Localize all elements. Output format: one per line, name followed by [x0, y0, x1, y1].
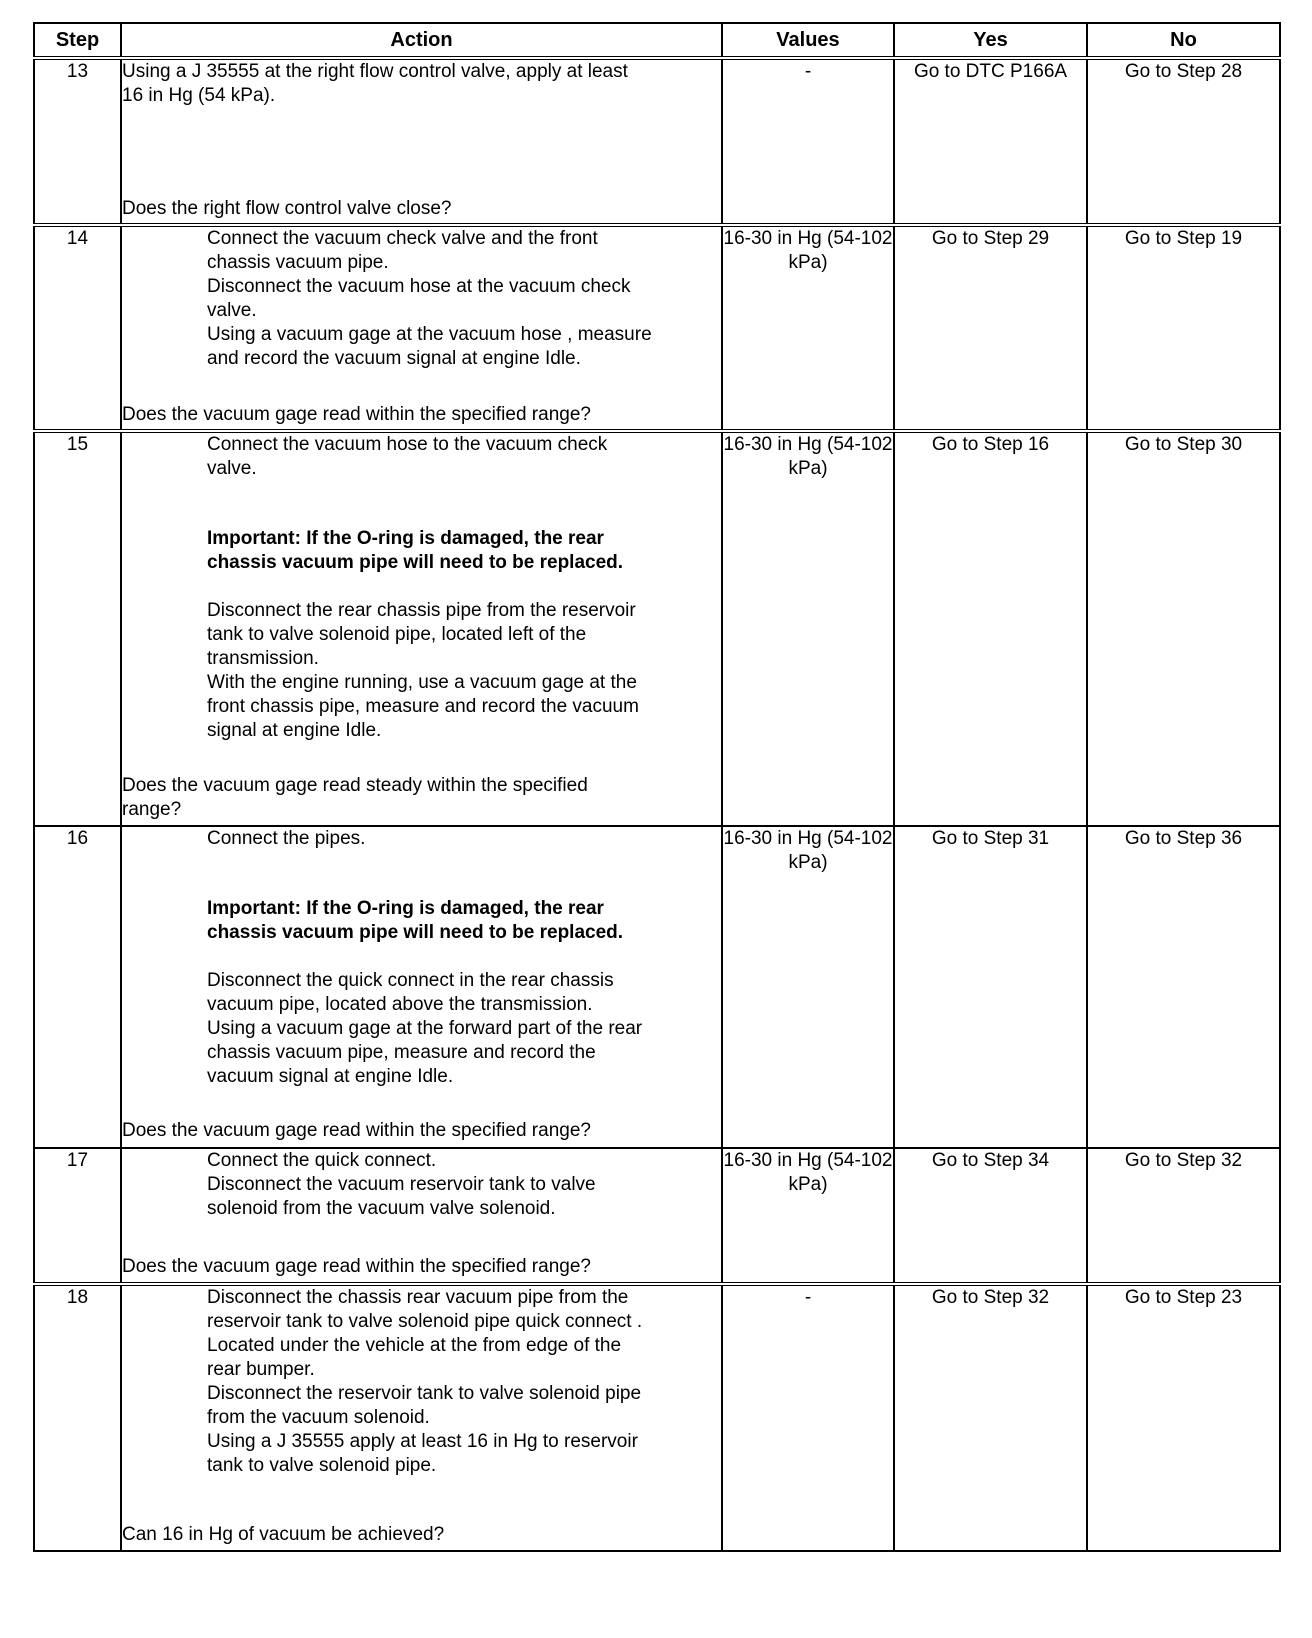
no-cell: Go to Step 19 — [1087, 225, 1280, 431]
action-line: Connect the pipes. — [207, 828, 366, 849]
action-line: signal at engine Idle. — [207, 720, 382, 741]
action-question: Does the vacuum gage read steady within the specified — [122, 775, 588, 796]
action-cell — [121, 58, 722, 225]
action-line: Disconnect the chassis rear vacuum pipe from the — [207, 1287, 629, 1308]
values-cell: - — [722, 58, 894, 225]
values-cell: 16-30 in Hg (54-102 kPa) — [722, 225, 894, 431]
action-line: Using a J 35555 at the right flow control valve, apply at least — [122, 61, 628, 82]
no-cell: Go to Step 36 — [1087, 826, 1280, 1148]
action-question: range? — [122, 799, 182, 820]
step-number: 17 — [34, 1148, 121, 1284]
action-line: valve. — [207, 458, 257, 479]
table-row — [34, 1284, 1280, 1551]
header-action: Action — [121, 23, 722, 58]
action-question: Does the vacuum gage read within the specified range? — [122, 1120, 591, 1141]
action-line: Using a J 35555 apply at least 16 in Hg to reservoir — [207, 1431, 638, 1452]
action-question: Can 16 in Hg of vacuum be achieved? — [122, 1524, 445, 1545]
action-line: front chassis pipe, measure and record the vacuum — [207, 696, 639, 717]
yes-cell: Go to Step 32 — [894, 1284, 1087, 1551]
header-no: No — [1087, 23, 1280, 58]
action-line: chassis vacuum pipe, measure and record the — [207, 1042, 596, 1063]
action-cell — [121, 431, 722, 826]
important-note: chassis vacuum pipe will need to be replaced. — [207, 922, 624, 943]
action-line: vacuum signal at engine Idle. — [207, 1066, 454, 1087]
action-line: Disconnect the reservoir tank to valve solenoid pipe — [207, 1383, 642, 1404]
action-line: chassis vacuum pipe. — [207, 252, 389, 273]
action-line: 16 in Hg (54 kPa). — [122, 85, 276, 106]
table-row — [34, 58, 1280, 225]
action-line: Using a vacuum gage at the forward part of the rear — [207, 1018, 643, 1039]
action-line: transmission. — [207, 648, 319, 669]
table-row — [34, 1148, 1280, 1284]
yes-cell: Go to Step 16 — [894, 431, 1087, 826]
action-line: Disconnect the vacuum hose at the vacuum check — [207, 276, 631, 297]
action-line: Located under the vehicle at the from edge of the — [207, 1335, 622, 1356]
table-row — [34, 431, 1280, 826]
header-step: Step — [34, 23, 121, 58]
diagnostic-table — [33, 22, 1281, 1552]
step-number: 16 — [34, 826, 121, 1148]
step-number: 14 — [34, 225, 121, 431]
no-cell: Go to Step 23 — [1087, 1284, 1280, 1551]
no-cell: Go to Step 32 — [1087, 1148, 1280, 1284]
action-line: from the vacuum solenoid. — [207, 1407, 430, 1428]
action-cell — [121, 1284, 722, 1551]
yes-cell: Go to Step 31 — [894, 826, 1087, 1148]
yes-cell: Go to Step 34 — [894, 1148, 1087, 1284]
action-line: valve. — [207, 300, 257, 321]
table-row — [34, 826, 1280, 1148]
action-line: Connect the quick connect. — [207, 1150, 437, 1171]
action-line: Disconnect the rear chassis pipe from the reservoir — [207, 600, 636, 621]
no-cell: Go to Step 28 — [1087, 58, 1280, 225]
important-note: Important: If the O-ring is damaged, the rear — [207, 898, 604, 919]
table-row — [34, 225, 1280, 431]
step-number: 18 — [34, 1284, 121, 1551]
action-line: vacuum pipe, located above the transmission. — [207, 994, 593, 1015]
action-question: Does the vacuum gage read within the specified range? — [122, 404, 591, 425]
header-values: Values — [722, 23, 894, 58]
action-line: Connect the vacuum check valve and the front — [207, 228, 598, 249]
action-line: and record the vacuum signal at engine Idle. — [207, 348, 581, 369]
action-line: Using a vacuum gage at the vacuum hose , measure — [207, 324, 652, 345]
yes-cell: Go to DTC P166A — [894, 58, 1087, 225]
header-row — [34, 23, 1280, 58]
action-line: tank to valve solenoid pipe, located left of the — [207, 624, 587, 645]
action-question: Does the vacuum gage read within the specified range? — [122, 1256, 591, 1277]
values-cell: 16-30 in Hg (54-102 kPa) — [722, 826, 894, 1148]
action-cell — [121, 225, 722, 431]
action-line: solenoid from the vacuum valve solenoid. — [207, 1198, 556, 1219]
action-question: Does the right flow control valve close? — [122, 198, 452, 219]
action-line: Disconnect the vacuum reservoir tank to valve — [207, 1174, 596, 1195]
values-cell: 16-30 in Hg (54-102 kPa) — [722, 431, 894, 826]
no-cell: Go to Step 30 — [1087, 431, 1280, 826]
action-line: reservoir tank to valve solenoid pipe quick connect . — [207, 1311, 643, 1332]
values-cell: - — [722, 1284, 894, 1551]
step-number: 15 — [34, 431, 121, 826]
action-line: Connect the vacuum hose to the vacuum check — [207, 434, 608, 455]
important-note: Important: If the O-ring is damaged, the rear — [207, 528, 604, 549]
action-line: Disconnect the quick connect in the rear chassis — [207, 970, 614, 991]
important-note: chassis vacuum pipe will need to be replaced. — [207, 552, 624, 573]
action-line: With the engine running, use a vacuum gage at the — [207, 672, 637, 693]
action-line: rear bumper. — [207, 1359, 315, 1380]
action-cell — [121, 826, 722, 1148]
header-yes: Yes — [894, 23, 1087, 58]
action-line: tank to valve solenoid pipe. — [207, 1455, 437, 1476]
yes-cell: Go to Step 29 — [894, 225, 1087, 431]
step-number: 13 — [34, 58, 121, 225]
values-cell: 16-30 in Hg (54-102 kPa) — [722, 1148, 894, 1284]
action-cell — [121, 1148, 722, 1284]
